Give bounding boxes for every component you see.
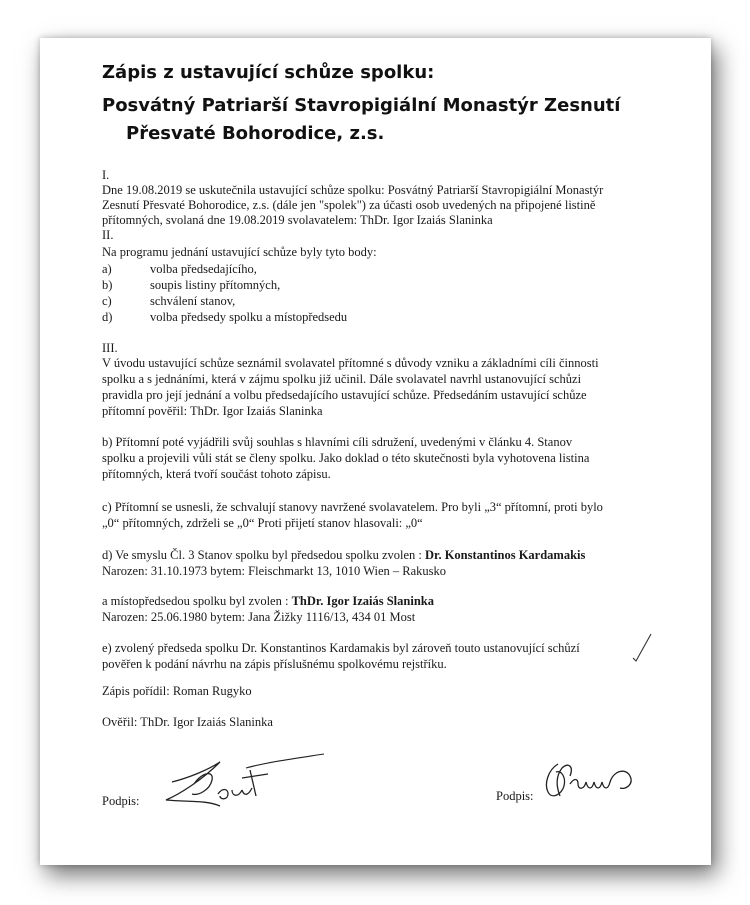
vice-chairman-name: ThDr. Igor Izaiás Slaninka (291, 594, 434, 608)
para-a-line-1: V úvodu ustavující schůze seznámil svolavatel přítomné s důvody vzniku a základními cíli činnosti (102, 356, 599, 370)
agenda-item (102, 294, 236, 309)
vice-elected-text: a místopředsedou spolku byl zvolen : (102, 594, 292, 608)
agenda-item (102, 278, 281, 293)
para-b-line-3: přítomných, která tvoří součást tohoto zápisu. (102, 467, 331, 481)
agenda-item-text: soupis listiny přítomných, (150, 278, 281, 292)
chairman-name: Dr. Konstantinos Kardamakis (425, 548, 586, 562)
check-mark-icon (631, 632, 653, 662)
agenda-item-text: volba předsedajícího, (150, 262, 257, 276)
section-1-line-1: Dne 19.08.2019 se uskutečnila ustavující schůze spolku: Posvátný Patriarší Stavropigiální Monastýr (102, 183, 604, 197)
verified-by: Ověřil: ThDr. Igor Izaiás Slaninka (102, 715, 273, 729)
para-c-line-2: „0“ přítomných, zdrželi se „0“ Proti přijetí stanov hlasovali: „0“ (102, 516, 423, 530)
agenda-intro: Na programu jednání ustavující schůze byly tyto body: (102, 245, 377, 259)
agenda-item (102, 310, 348, 325)
agenda-item-label: a) (102, 262, 112, 276)
signature-label-left: Podpis: (102, 794, 140, 808)
vice-line-1 (102, 594, 434, 609)
para-c-line-1: c) Přítomní se usnesli, že schvalují stanovy navržené svolavatelem. Pro byli „3“ přítomní, proti bylo (102, 500, 603, 514)
para-b-line-1: b) Přítomní poté vyjádřili svůj souhlas s hlavními cíli sdružení, uvedenými v článku 4. Stanov (102, 435, 573, 449)
section-2-numeral: II. (102, 228, 114, 242)
para-d-line-1 (102, 548, 585, 563)
para-a-line-4: přítomní pověřil: ThDr. Igor Izaiás Slaninka (102, 404, 323, 418)
chairman-elected-text: d) Ve smyslu Čl. 3 Stanov spolku byl předsedou spolku zvolen : (102, 548, 426, 562)
section-1-line-3: přítomných, svolaná dne 19.08.2019 svolavatelem: ThDr. Igor Izaiás Slaninka (102, 213, 493, 227)
agenda-item-label: d) (102, 310, 113, 324)
para-e-line-2: pověřen k podání návrhu na zápis příslušnému spolkovému rejstříku. (102, 657, 447, 671)
chairman-birth-address: Narozen: 31.10.1973 bytem: Fleischmarkt 13, 1010 Wien – Rakusko (102, 564, 447, 578)
agenda-item-text: volba předsedy spolku a místopředsedu (150, 310, 348, 324)
association-name-line1: Posvátný Patriarší Stavropigiální Monastýr Zesnutí (102, 95, 621, 116)
section-1-numeral: I. (102, 168, 110, 182)
vice-birth-address: Narozen: 25.06.1980 bytem: Jana Žižky 1116/13, 434 01 Most (102, 610, 416, 624)
document-page (40, 38, 711, 865)
signature-right (540, 756, 640, 804)
agenda-item (102, 262, 257, 277)
signature-left (158, 750, 328, 818)
agenda-item-text: schválení stanov, (150, 294, 236, 308)
section-1-line-2: Zesnutí Přesvaté Bohorodice, z.s. (dále jen "spolek") za účasti osob uvedených na připojené listině (102, 198, 596, 212)
para-a-line-2: spolku a s jednáními, která v zájmu spolku již učinil. Dále svolavatel navrhl ustanovující schůzi (102, 372, 582, 386)
para-a-line-3: pravidla pro její jednání a volbu předsedajícího ustavující schůze. Předsedáním ustavující schůze (102, 388, 587, 402)
para-e-line-1: e) zvolený předseda spolku Dr. Konstantinos Kardamakis byl zároveň touto ustanovující schůzí (102, 641, 580, 655)
document-title: Zápis z ustavující schůze spolku: (102, 62, 435, 83)
signature-label-right: Podpis: (496, 789, 534, 803)
recorded-by: Zápis pořídil: Roman Rugyko (102, 684, 252, 698)
section-3-numeral: III. (102, 341, 118, 355)
association-name-line2: Přesvaté Bohorodice, z.s. (126, 123, 385, 144)
agenda-item-label: c) (102, 294, 112, 308)
agenda-item-label: b) (102, 278, 113, 292)
para-b-line-2: spolku a projevili vůli stát se členy spolku. Jako doklad o této skutečnosti byla vyhotovena listina (102, 451, 590, 465)
